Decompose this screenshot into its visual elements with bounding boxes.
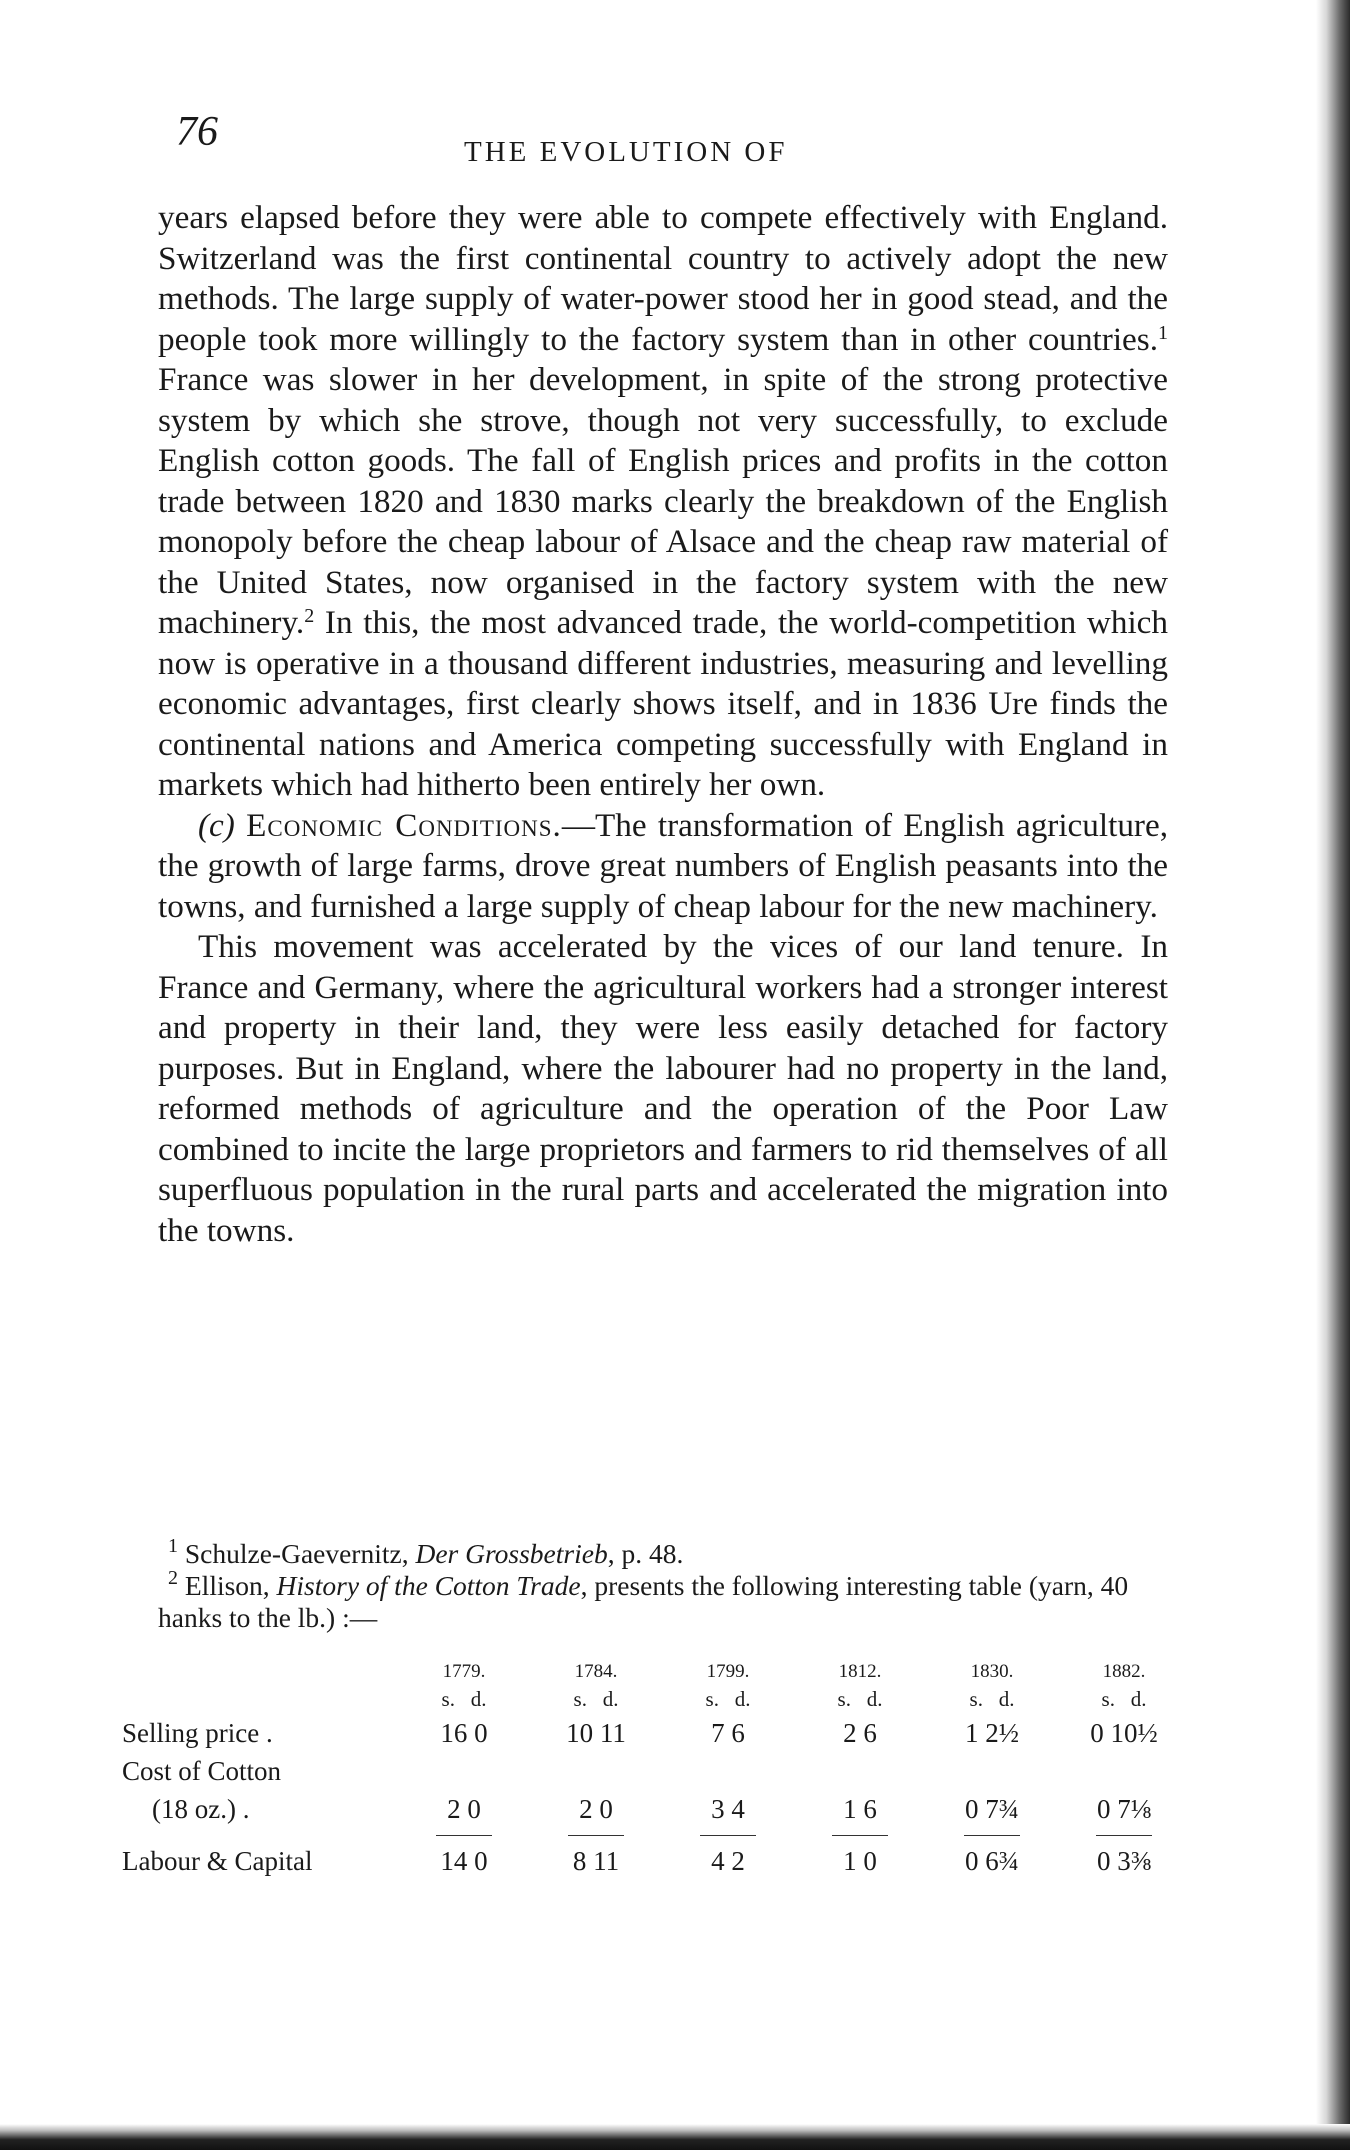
table-row-cost-of-cotton: (18 oz.) . 2 0 2 0 3 4 1 6 0 7¾ 0 7⅛ xyxy=(152,1793,1151,1824)
section-marker: (c) xyxy=(198,806,235,844)
paragraph-1: years elapsed before they were able to compete effectively with England. Switzerland was the first continental country to actively adopt the new methods. The large supply of water-power stood her in good stead, and the people took more willingly to the factory system than in other countries.$^1$ France was slower in her development, in spite of the strong protective system by which she strove, though not very successfully, to exclude English cotton goods. The fall of English prices and profits in the cotton trade between 1820 and 1830 marks clearly the breakdown of the English monopoly before the cheap labour of Alsace and the cheap raw material of the United States, now organised in the factory system with the new machinery.$^2$ In this, the most advanced trade, the world-competition which now is operative in a thousand different industries, measuring and levelling economic advantages, first clearly shows itself, and in 1836 Ure finds the continental nations and America competing successfully with England in markets which had hitherto been entirely her own. xyxy=(158,199,1168,803)
footnotes xyxy=(158,1535,1148,1634)
cotton-price-table xyxy=(122,1660,1190,1880)
footnote-ref-1[interactable]: 1 xyxy=(1158,321,1168,344)
page-header xyxy=(172,108,1172,168)
table-header-years xyxy=(122,1660,1190,1684)
table-header-units: s. d. s. d. s. d. s. d. s. d. s. d. xyxy=(441,1686,1147,1711)
footnote-2: $^2$ Ellison, History of the Cotton Trade, presents the following interesting table (yarn, 40 hanks to the lb.) :— xyxy=(158,1567,1129,1633)
year-1784: 1784. xyxy=(574,1661,618,1682)
table-row-labour-capital: Labour & Capital 14 0 8 11 4 2 1 0 0 6¾ 0 3⅜ xyxy=(122,1845,1151,1876)
page-number: 76 xyxy=(176,109,218,155)
page-bottom-edge xyxy=(0,2124,1350,2150)
paragraph-2: (c) Economic Conditions.—The transformation of English agriculture, the growth of large farms, drove great numbers of English peasants into the towns, and furnished a large supply of cheap labour for the new machinery. xyxy=(158,806,1168,925)
year-1799: 1799. xyxy=(706,1661,750,1682)
body-text xyxy=(158,198,1168,1251)
footnote-1: $^1$ Schulze-Gaevernitz, Der Grossbetrieb, p. 48. xyxy=(168,1535,684,1569)
year-1830: 1830. xyxy=(970,1661,1014,1682)
table-rule xyxy=(122,1828,1190,1842)
table-row-selling-price: Selling price . 16 0 10 11 7 6 2 6 1 2½ 0 10½ xyxy=(122,1717,1158,1748)
year-1779: 1779. xyxy=(442,1661,486,1682)
footnote-ref-2[interactable]: 2 xyxy=(304,605,315,627)
year-1882: 1882. xyxy=(1102,1661,1146,1682)
table-row-cost-of-cotton-label: Cost of Cotton xyxy=(122,1755,282,1786)
section-heading: Economic Conditions. xyxy=(246,806,562,844)
running-title: THE EVOLUTION OF xyxy=(464,136,788,168)
year-1812: 1812. xyxy=(838,1661,882,1682)
page-edge-shadow xyxy=(1316,0,1350,2150)
paragraph-3: This movement was accelerated by the vices of our land tenure. In France and Germany, where the agricultural workers had a stronger interest and property in their land, they were less easily detached for factory purposes. But in England, where the labourer had no property in the land, reformed methods of agriculture and the operation of the Poor Law combined to incite the large proprietors and farmers to rid themselves of all superfluous population in the rural parts and accelerated the migration into the towns. xyxy=(158,928,1168,1249)
